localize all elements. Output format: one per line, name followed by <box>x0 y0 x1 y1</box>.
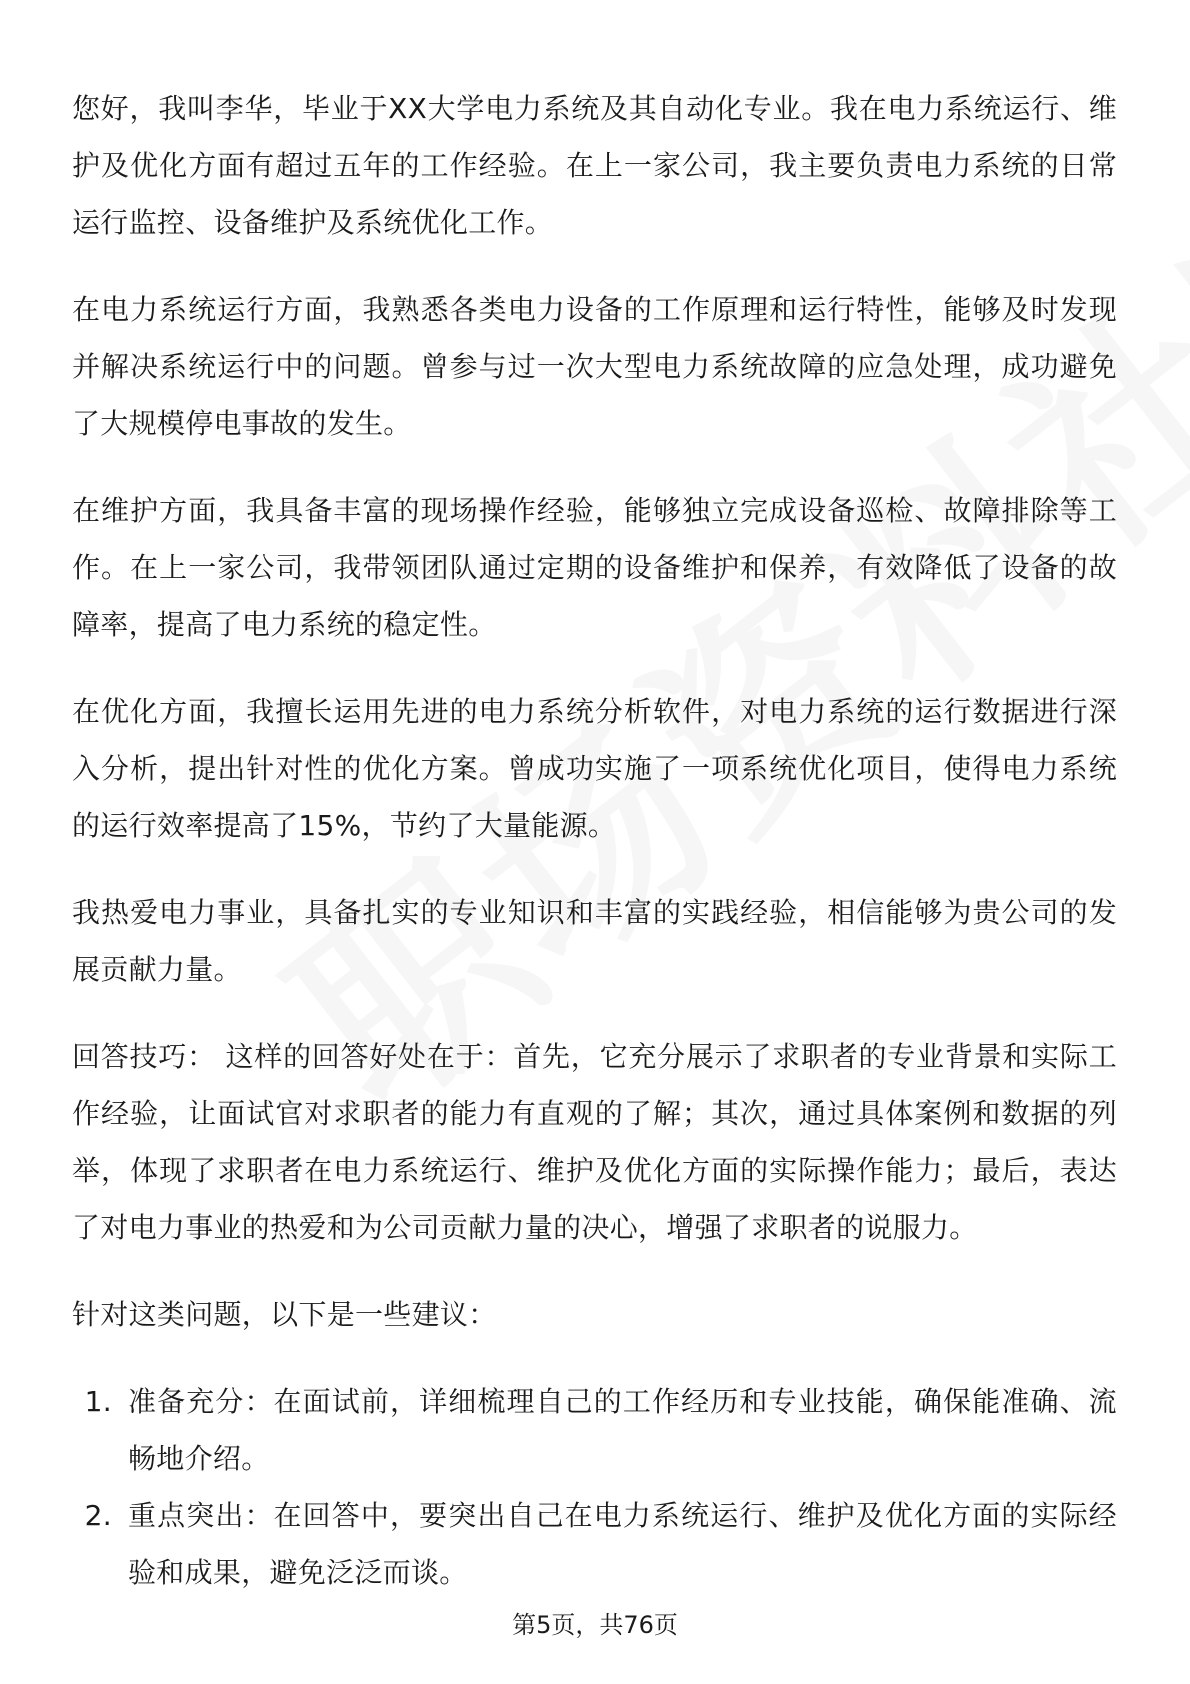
paragraph-closing: 我热爱电力事业，具备扎实的专业知识和丰富的实践经验，相信能够为贵公司的发展贡献力量。 <box>72 896 1117 986</box>
paragraph-intro: 您好，我叫李华，毕业于XX大学电力系统及其自动化专业。我在电力系统运行、维护及优化方面有超过五年的工作经验。在上一家公司，我主要负责电力系统的日常运行监控、设备维护及系统优化工作。 <box>72 92 1117 239</box>
paragraph-optimization: 在优化方面，我擅长运用先进的电力系统分析软件，对电力系统的运行数据进行深入分析，提出针对性的优化方案。曾成功实施了一项系统优化项目，使得电力系统的运行效率提高了15%，节约了大量能源。 <box>72 695 1117 842</box>
page-footer: 第5页，共76页 <box>512 1611 678 1639</box>
suggestion-list <box>72 1373 1117 1601</box>
list-text: 重点突出：在回答中，要突出自己在电力系统运行、维护及优化方面的实际经验和成果，避免泛泛而谈。 <box>128 1499 1117 1589</box>
paragraph-suggestions-intro: 针对这类问题，以下是一些建议： <box>72 1298 497 1331</box>
list-item <box>72 1373 1117 1487</box>
paragraph-maintenance: 在维护方面，我具备丰富的现场操作经验，能够独立完成设备巡检、故障排除等工作。在上一家公司，我带领团队通过定期的设备维护和保养，有效降低了设备的故障率，提高了电力系统的稳定性。 <box>72 494 1117 641</box>
paragraph-tips: 回答技巧： 这样的回答好处在于：首先，它充分展示了求职者的专业背景和实际工作经验，让面试官对求职者的能力有直观的了解；其次，通过具体案例和数据的列举，体现了求职者在电力系统运行、维护及优化方面的实际操作能力；最后，表达了对电力事业的热爱和为公司贡献力量的决心，增强了求职者的说服力。 <box>72 1040 1117 1244</box>
list-number: 1. <box>84 1385 112 1418</box>
list-number: 2. <box>84 1499 112 1532</box>
paragraph-operation: 在电力系统运行方面，我熟悉各类电力设备的工作原理和运行特性，能够及时发现并解决系统运行中的问题。曾参与过一次大型电力系统故障的应急处理，成功避免了大规模停电事故的发生。 <box>72 293 1117 440</box>
list-text: 准备充分：在面试前，详细梳理自己的工作经历和专业技能，确保能准确、流畅地介绍。 <box>128 1385 1117 1475</box>
document-body <box>72 80 1117 1601</box>
list-item <box>72 1487 1117 1601</box>
